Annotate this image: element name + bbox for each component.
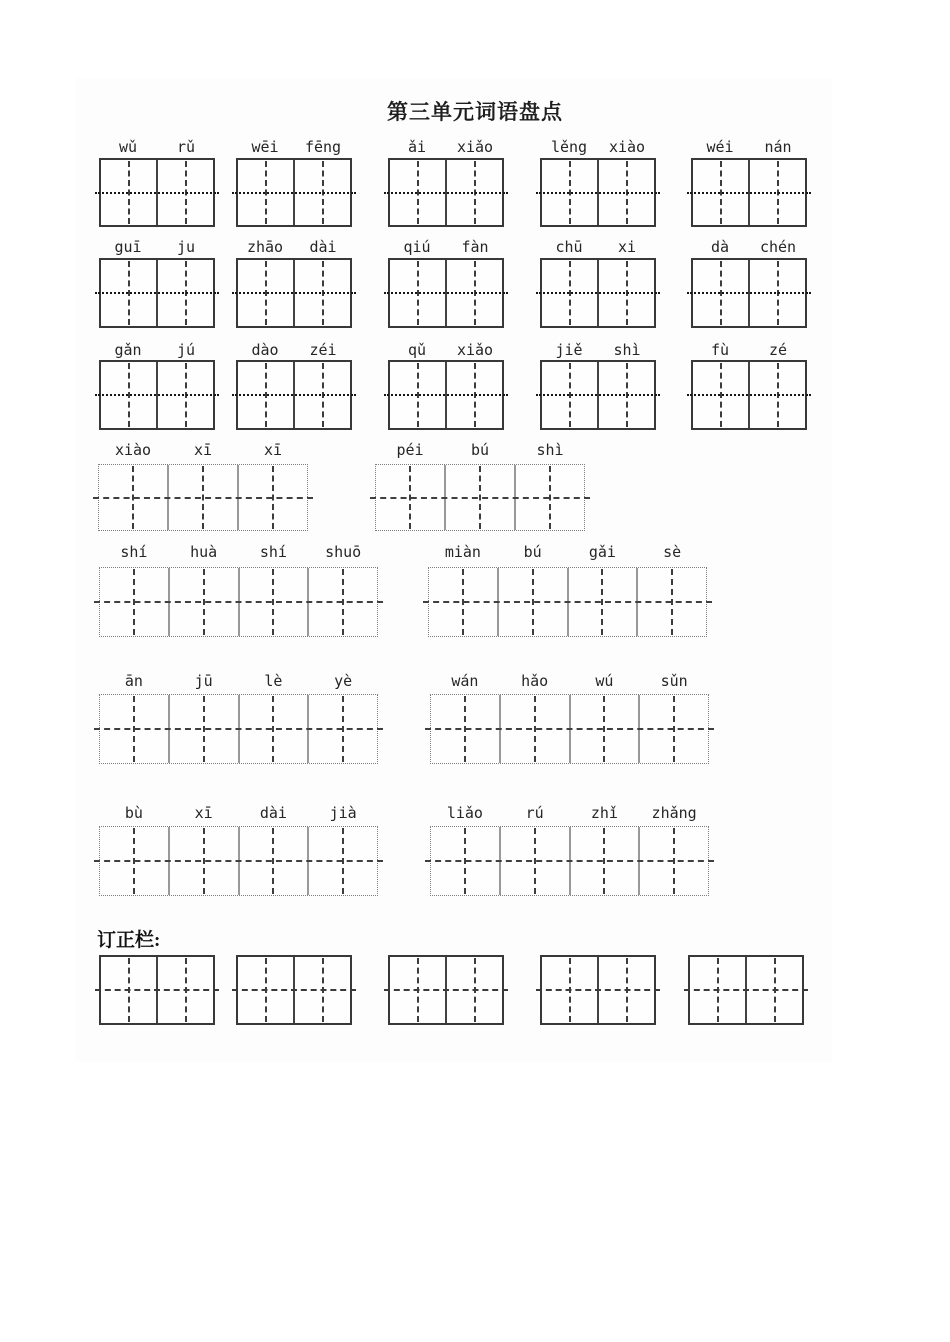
tianzige-cell [569, 827, 639, 895]
tianzige-cell [693, 260, 748, 326]
tianzige-cell [636, 568, 706, 636]
tianzige-cell [293, 160, 350, 225]
correction-grid [388, 955, 504, 1025]
correction-grid [688, 955, 804, 1025]
pinyin-syllable: zé [768, 341, 788, 359]
pinyin-labels [99, 803, 378, 823]
pinyin-labels [388, 237, 504, 257]
pinyin-syllable: zhāo [246, 238, 284, 256]
pinyin-syllable: huà [190, 543, 218, 561]
tianzige-cell [101, 260, 156, 326]
tianzige-cell [307, 827, 377, 895]
tianzige-grid [388, 360, 504, 430]
pinyin-syllable: zéi [309, 341, 337, 359]
tianzige-cell [238, 695, 308, 763]
pinyin-syllable: dài [309, 238, 337, 256]
pinyin-syllable: chū [555, 238, 583, 256]
pinyin-syllable: shì [613, 341, 641, 359]
pinyin-labels [99, 237, 215, 257]
tianzige-cell [390, 957, 445, 1023]
pinyin-labels [99, 340, 215, 360]
pinyin-syllable: sè [663, 543, 682, 561]
tianzige-cell [445, 160, 502, 225]
pinyin-syllable: bú [523, 543, 542, 561]
tianzige-cell [597, 957, 654, 1023]
tianzige-cell [569, 695, 639, 763]
tianzige-cell [168, 568, 238, 636]
pinyin-syllable: jū [194, 672, 213, 690]
pinyin-syllable: jú [176, 341, 196, 359]
pinyin-syllable: dào [251, 341, 279, 359]
pinyin-syllable: wéi [706, 138, 734, 156]
pinyin-labels [99, 542, 378, 562]
tianzige-cell [542, 260, 597, 326]
pinyin-syllable: miàn [444, 543, 481, 561]
tianzige-cell [237, 465, 307, 530]
tianzige-cell [101, 957, 156, 1023]
tianzige-cell [293, 362, 350, 428]
tianzige-cell [238, 568, 308, 636]
pinyin-syllable: dài [259, 804, 287, 822]
tianzige-cell [497, 568, 567, 636]
tianzige-grid [430, 694, 709, 764]
pinyin-syllable: bú [470, 441, 490, 459]
tianzige-cell [514, 465, 584, 530]
pinyin-labels [236, 340, 352, 360]
tianzige-cell [376, 465, 444, 530]
pinyin-syllable: ju [176, 238, 196, 256]
tianzige-grid [99, 258, 215, 328]
tianzige-cell [99, 465, 167, 530]
correction-grid [540, 955, 656, 1025]
pinyin-syllable: fēng [304, 138, 342, 156]
pinyin-labels [388, 340, 504, 360]
tianzige-cell [156, 957, 213, 1023]
tianzige-cell [238, 827, 308, 895]
pinyin-syllable: fàn [461, 238, 489, 256]
pinyin-syllable: xi [617, 238, 637, 256]
pinyin-syllable: jiě [555, 341, 583, 359]
tianzige-cell [431, 695, 499, 763]
pinyin-syllable: xiǎo [456, 341, 494, 359]
pinyin-syllable: qǔ [407, 341, 427, 359]
pinyin-syllable: shí [120, 543, 148, 561]
pinyin-labels [691, 237, 807, 257]
tianzige-cell [307, 695, 377, 763]
pinyin-syllable: wēi [251, 138, 279, 156]
tianzige-grid [99, 826, 378, 896]
pinyin-labels [388, 137, 504, 157]
tianzige-grid [375, 464, 585, 531]
tianzige-grid [428, 567, 707, 637]
pinyin-syllable: qiú [403, 238, 431, 256]
tianzige-cell [168, 695, 238, 763]
tianzige-cell [499, 695, 569, 763]
tianzige-grid [388, 258, 504, 328]
tianzige-cell [238, 160, 293, 225]
tianzige-cell [293, 260, 350, 326]
pinyin-syllable: yè [334, 672, 353, 690]
pinyin-syllable: xī [193, 441, 213, 459]
pinyin-syllable: lěng [550, 138, 588, 156]
pinyin-syllable: zhǎng [651, 804, 697, 822]
pinyin-syllable: fù [710, 341, 730, 359]
tianzige-cell [444, 465, 514, 530]
pinyin-labels [428, 542, 707, 562]
tianzige-cell [390, 362, 445, 428]
pinyin-labels [540, 137, 656, 157]
pinyin-syllable: jià [329, 804, 357, 822]
pinyin-syllable: dà [710, 238, 730, 256]
tianzige-grid [236, 360, 352, 430]
pinyin-labels [540, 237, 656, 257]
tianzige-grid [388, 158, 504, 227]
tianzige-cell [100, 695, 168, 763]
pinyin-syllable: shì [536, 441, 564, 459]
tianzige-grid [540, 258, 656, 328]
pinyin-syllable: sǔn [660, 672, 688, 690]
tianzige-cell [542, 957, 597, 1023]
tianzige-cell [597, 260, 654, 326]
tianzige-cell [748, 362, 805, 428]
pinyin-labels [236, 237, 352, 257]
pinyin-labels [99, 671, 378, 691]
pinyin-syllable: hǎo [521, 672, 549, 690]
tianzige-cell [101, 362, 156, 428]
tianzige-cell [693, 362, 748, 428]
pinyin-syllable: chén [759, 238, 797, 256]
pinyin-syllable: ān [124, 672, 143, 690]
tianzige-cell [567, 568, 637, 636]
pinyin-syllable: nán [764, 138, 792, 156]
tianzige-cell [238, 260, 293, 326]
pinyin-labels [430, 803, 709, 823]
tianzige-cell [390, 160, 445, 225]
tianzige-grid [540, 158, 656, 227]
pinyin-syllable: xiào [114, 441, 152, 459]
pinyin-syllable: gǎn [114, 341, 142, 359]
pinyin-syllable: liǎo [446, 804, 483, 822]
tianzige-cell [168, 827, 238, 895]
tianzige-cell [597, 362, 654, 428]
tianzige-cell [156, 160, 213, 225]
pinyin-labels [691, 137, 807, 157]
correction-section-label: 订正栏: [97, 930, 161, 951]
tianzige-cell [597, 160, 654, 225]
tianzige-cell [445, 362, 502, 428]
tianzige-grid [691, 258, 807, 328]
pinyin-syllable: xī [263, 441, 283, 459]
page-title: 第三单元词语盘点 [387, 100, 563, 124]
tianzige-cell [748, 160, 805, 225]
pinyin-labels [98, 440, 308, 460]
tianzige-cell [542, 362, 597, 428]
tianzige-cell [156, 362, 213, 428]
tianzige-cell [293, 957, 350, 1023]
tianzige-cell [156, 260, 213, 326]
pinyin-syllable: shuō [325, 543, 362, 561]
tianzige-grid [236, 158, 352, 227]
tianzige-cell [445, 260, 502, 326]
tianzige-cell [745, 957, 802, 1023]
tianzige-cell [693, 160, 748, 225]
pinyin-syllable: rǔ [176, 138, 196, 156]
pinyin-syllable: lè [264, 672, 283, 690]
pinyin-syllable: wú [595, 672, 614, 690]
pinyin-syllable: gǎi [588, 543, 616, 561]
pinyin-syllable: xī [194, 804, 213, 822]
pinyin-syllable: ǎi [407, 138, 427, 156]
pinyin-syllable: péi [396, 441, 424, 459]
tianzige-grid [99, 360, 215, 430]
pinyin-labels [691, 340, 807, 360]
tianzige-cell [429, 568, 497, 636]
pinyin-syllable: xiǎo [456, 138, 494, 156]
tianzige-cell [238, 362, 293, 428]
pinyin-labels [99, 137, 215, 157]
tianzige-cell [101, 160, 156, 225]
tianzige-cell [431, 827, 499, 895]
tianzige-grid [99, 158, 215, 227]
tianzige-cell [390, 260, 445, 326]
pinyin-syllable: wán [451, 672, 479, 690]
pinyin-syllable: rú [525, 804, 544, 822]
tianzige-grid [691, 360, 807, 430]
tianzige-grid [236, 258, 352, 328]
pinyin-syllable: xiào [608, 138, 646, 156]
tianzige-cell [499, 827, 569, 895]
pinyin-syllable: shí [259, 543, 287, 561]
pinyin-syllable: zhǐ [590, 804, 618, 822]
pinyin-syllable: wǔ [118, 138, 138, 156]
pinyin-labels [236, 137, 352, 157]
tianzige-cell [542, 160, 597, 225]
tianzige-cell [638, 827, 708, 895]
tianzige-cell [690, 957, 745, 1023]
tianzige-grid [99, 567, 378, 637]
pinyin-labels [430, 671, 709, 691]
tianzige-cell [638, 695, 708, 763]
pinyin-labels [540, 340, 656, 360]
tianzige-cell [100, 827, 168, 895]
tianzige-grid [99, 694, 378, 764]
pinyin-syllable: bù [124, 804, 143, 822]
correction-grid [236, 955, 352, 1025]
tianzige-grid [540, 360, 656, 430]
tianzige-cell [100, 568, 168, 636]
pinyin-labels [375, 440, 585, 460]
tianzige-grid [691, 158, 807, 227]
tianzige-cell [167, 465, 237, 530]
tianzige-cell [307, 568, 377, 636]
tianzige-cell [445, 957, 502, 1023]
tianzige-cell [748, 260, 805, 326]
pinyin-syllable: guī [114, 238, 142, 256]
correction-grid [99, 955, 215, 1025]
tianzige-cell [238, 957, 293, 1023]
tianzige-grid [98, 464, 308, 531]
tianzige-grid [430, 826, 709, 896]
